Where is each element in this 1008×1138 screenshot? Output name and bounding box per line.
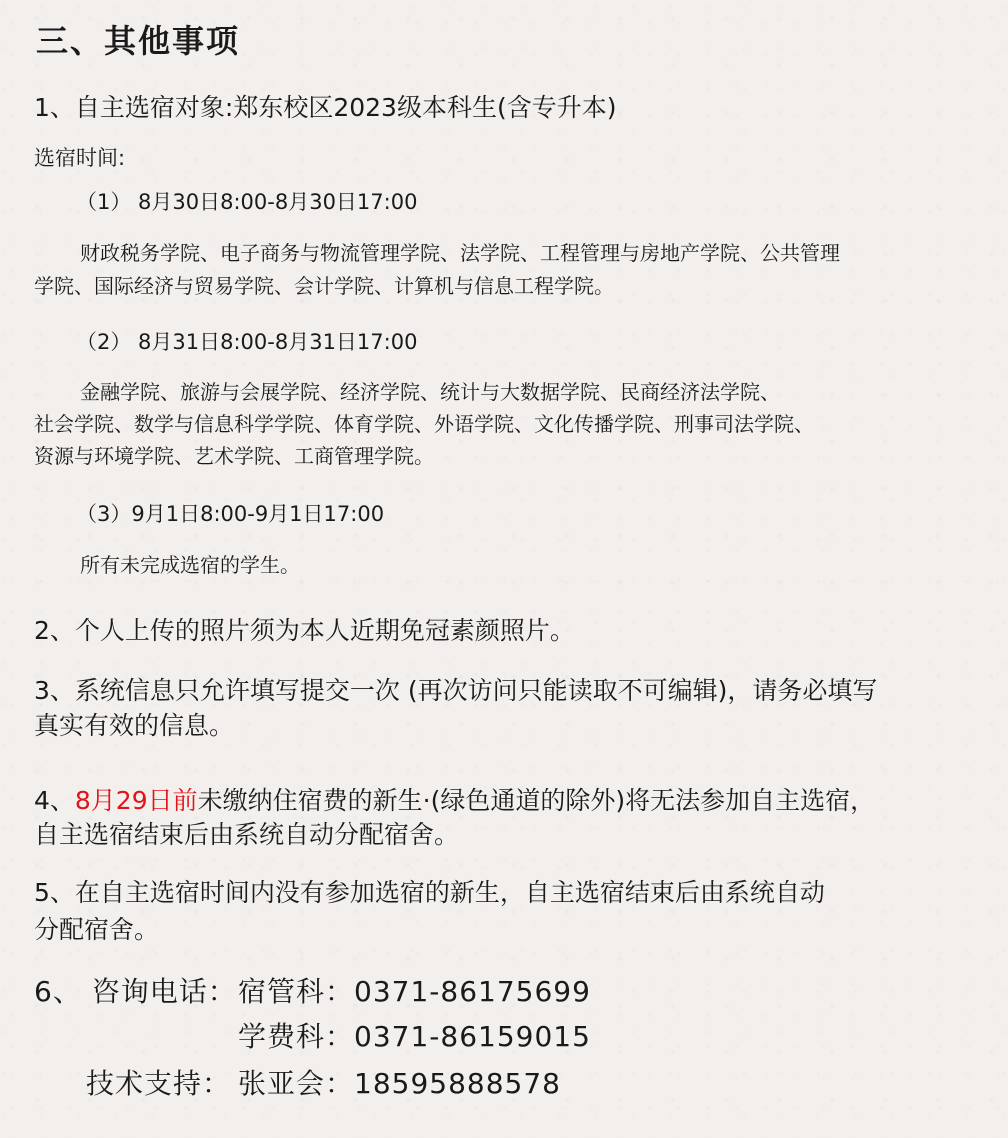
- support-person: 张亚会：: [238, 1067, 355, 1100]
- phone-dept: 学费科：: [238, 1020, 355, 1053]
- tech-support-row: [238, 1062, 561, 1102]
- slot-1-time: （1） 8月30日8:00-8月30日17:00: [76, 190, 418, 214]
- slot-1-line-1: 财政税务学院、电子商务与物流管理学院、法学院、工程管理与房地产学院、公共管理: [80, 241, 840, 265]
- item-2-text: 2、个人上传的照片须为本人近期免冠素颜照片。: [34, 616, 575, 645]
- item-4-rest: 未缴纳住宿费的新生·(绿色通道的除外)将无法参加自主选宿，: [197, 786, 876, 815]
- slot-2-line-2: 社会学院、数学与信息科学学院、体育学院、外语学院、文化传播学院、刑事司法学院、: [34, 412, 814, 436]
- section-heading: 三、其他事项: [36, 22, 241, 60]
- phone-number: 0371-86175699: [354, 975, 591, 1008]
- slot-1-line-2: 学院、国际经济与贸易学院、会计学院、计算机与信息工程学院。: [34, 274, 614, 298]
- deadline-highlight: 8月29日前: [74, 786, 198, 815]
- item-5-line-1: 5、在自主选宿时间内没有参加选宿的新生，自主选宿结束后由系统自动: [34, 878, 825, 907]
- slot-3-line-1: 所有未完成选宿的学生。: [80, 553, 300, 577]
- item-5-line-2: 分配宿舍。: [34, 915, 160, 944]
- slot-2-line-1: 金融学院、旅游与会展学院、经济学院、统计与大数据学院、民商经济法学院、: [80, 380, 780, 404]
- item-4-line-2: 自主选宿结束后由系统自动分配宿舍。: [34, 820, 460, 849]
- phone-dept: 宿管科：: [238, 975, 355, 1008]
- phone-row-housing: [238, 970, 591, 1010]
- selection-time-label: 选宿时间:: [34, 146, 126, 170]
- item-4-prefix: 4、: [34, 786, 75, 815]
- slot-2-line-3: 资源与环境学院、艺术学院、工商管理学院。: [34, 444, 434, 468]
- item-4-line-1: [34, 781, 875, 817]
- consult-phone-label: 6、 咨询电话：: [34, 975, 237, 1008]
- slot-2-time: （2） 8月31日8:00-8月31日17:00: [76, 330, 418, 354]
- support-number: 18595888578: [354, 1067, 561, 1100]
- slot-3-time: （3）9月1日8:00-9月1日17:00: [76, 502, 385, 526]
- tech-support-label: 技术支持：: [86, 1067, 232, 1100]
- phone-row-tuition: [238, 1015, 591, 1055]
- item-3-line-2: 真实有效的信息。: [34, 711, 235, 740]
- item-3-line-1: 3、系统信息只允许填写提交一次 (再次访问只能读取不可编辑)，请务必填写: [34, 676, 878, 705]
- item-1-title: 1、自主选宿对象:郑东校区2023级本科生(含专升本): [34, 93, 617, 122]
- phone-number: 0371-86159015: [354, 1020, 591, 1053]
